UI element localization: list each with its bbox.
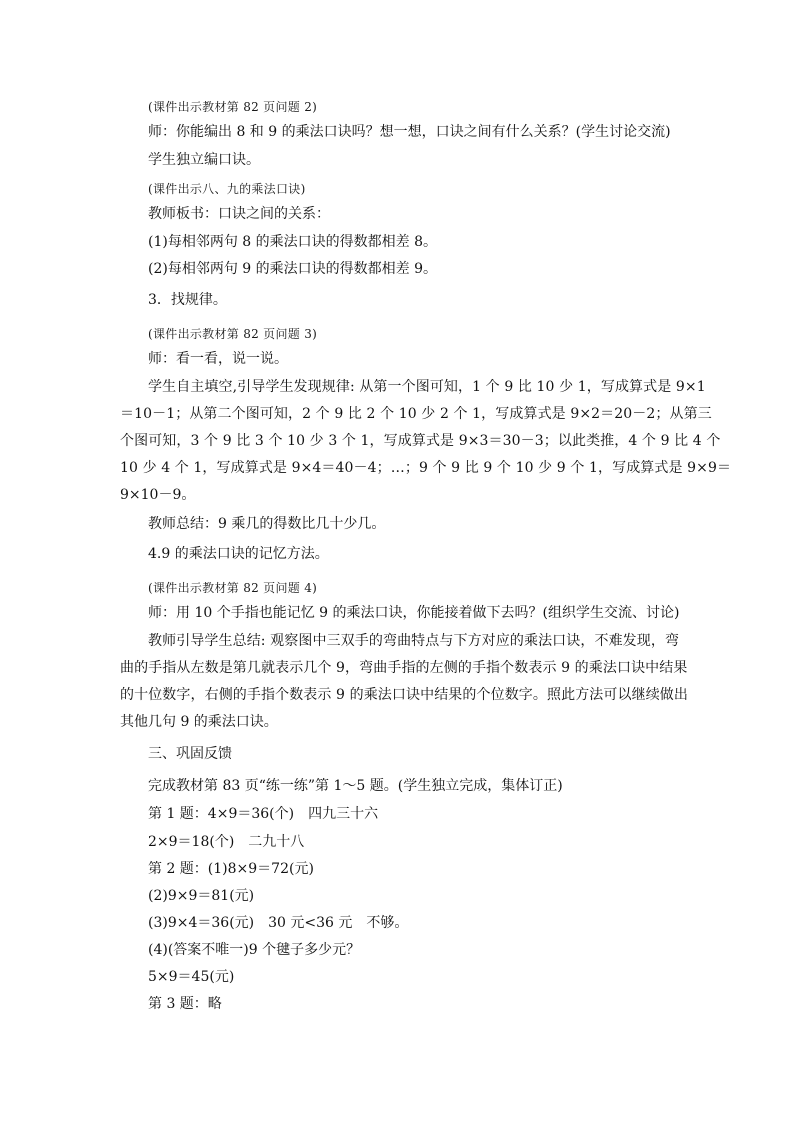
- teacher-question: 师：你能编出 8 和 9 的乘法口诀吗？想一想，口诀之间有什么关系？(学生讨论交流): [148, 124, 671, 140]
- answer-line: 第 2 题：(1)8×9＝72(元): [148, 861, 314, 877]
- teacher-summary: 教师总结：9 乘几的得数比几十少几。: [148, 516, 386, 532]
- courseware-note: (课件出示教材第 82 页问题 4): [148, 581, 318, 595]
- paragraph-line: 9×10－9。: [120, 487, 196, 503]
- answer-line: 5×9＝45(元): [148, 969, 235, 985]
- courseware-note: (课件出示教材第 82 页问题 2): [148, 100, 318, 114]
- section-heading: 三、巩固反馈: [148, 746, 232, 762]
- teacher-board-heading: 教师板书：口诀之间的关系：: [148, 206, 330, 222]
- exercise-instruction: 完成教材第 83 页“练一练”第 1～5 题。(学生独立完成，集体订正): [148, 778, 563, 794]
- courseware-note: (课件出示八、九的乘法口诀): [148, 182, 306, 196]
- courseware-note: (课件出示教材第 82 页问题 3): [148, 327, 318, 341]
- answer-line: 第 1 题：4×9＝36(个) 四九三十六: [148, 806, 379, 822]
- answer-line: (4)(答案不唯一)9 个毽子多少元？: [148, 942, 361, 958]
- rule-item: (2)每相邻两句 9 的乘法口诀的得数都相差 9。: [148, 261, 437, 277]
- section-subheading: 4.9 的乘法口诀的记忆方法。: [148, 546, 329, 562]
- answer-line: (3)9×4＝36(元) 30 元<36 元 不够。: [148, 915, 409, 931]
- paragraph-line: ＝10－1；从第二个图可知，2 个 9 比 2 个 10 少 2 个 1，写成算式是 9×2＝20－2；从第三: [120, 406, 712, 422]
- teacher-question: 师：用 10 个手指也能记忆 9 的乘法口诀，你能接着做下去吗？(组织学生交流、讨论): [148, 605, 680, 621]
- paragraph-line: 的十位数字，右侧的手指个数表示 9 的乘法口诀中结果的个位数字。照此方法可以继续做出: [120, 687, 689, 703]
- paragraph-line: 10 少 4 个 1，写成算式是 9×4＝40－4；…；9 个 9 比 9 个 10 少 9 个 1，写成算式是 9×9＝: [120, 460, 732, 476]
- answer-line: 第 3 题：略: [148, 996, 222, 1012]
- rule-item: (1)每相邻两句 8 的乘法口诀的得数都相差 8。: [148, 234, 437, 250]
- section-subheading: 3．找规律。: [148, 292, 227, 308]
- student-activity: 学生独立编口诀。: [148, 152, 260, 168]
- teacher-speech: 师：看一看，说一说。: [148, 351, 288, 367]
- paragraph-line: 学生自主填空,引导学生发现规律: 从第一个图可知，1 个 9 比 10 少 1，写成算式是 9×1: [148, 379, 706, 395]
- paragraph-line: 曲的手指从左数是第几就表示几个 9，弯曲手指的左侧的手指个数表示 9 的乘法口诀中结果: [120, 660, 688, 676]
- paragraph-line: 个图可知，3 个 9 比 3 个 10 少 3 个 1，写成算式是 9×3＝30－3；以此类推，4 个 9 比 4 个: [120, 433, 721, 449]
- answer-line: 2×9＝18(个) 二九十八: [148, 834, 305, 850]
- paragraph-line: 其他几句 9 的乘法口诀。: [120, 714, 278, 730]
- answer-line: (2)9×9＝81(元): [148, 888, 255, 904]
- paragraph-line: 教师引导学生总结: 观察图中三双手的弯曲特点与下方对应的乘法口诀，不难发现，弯: [148, 633, 680, 649]
